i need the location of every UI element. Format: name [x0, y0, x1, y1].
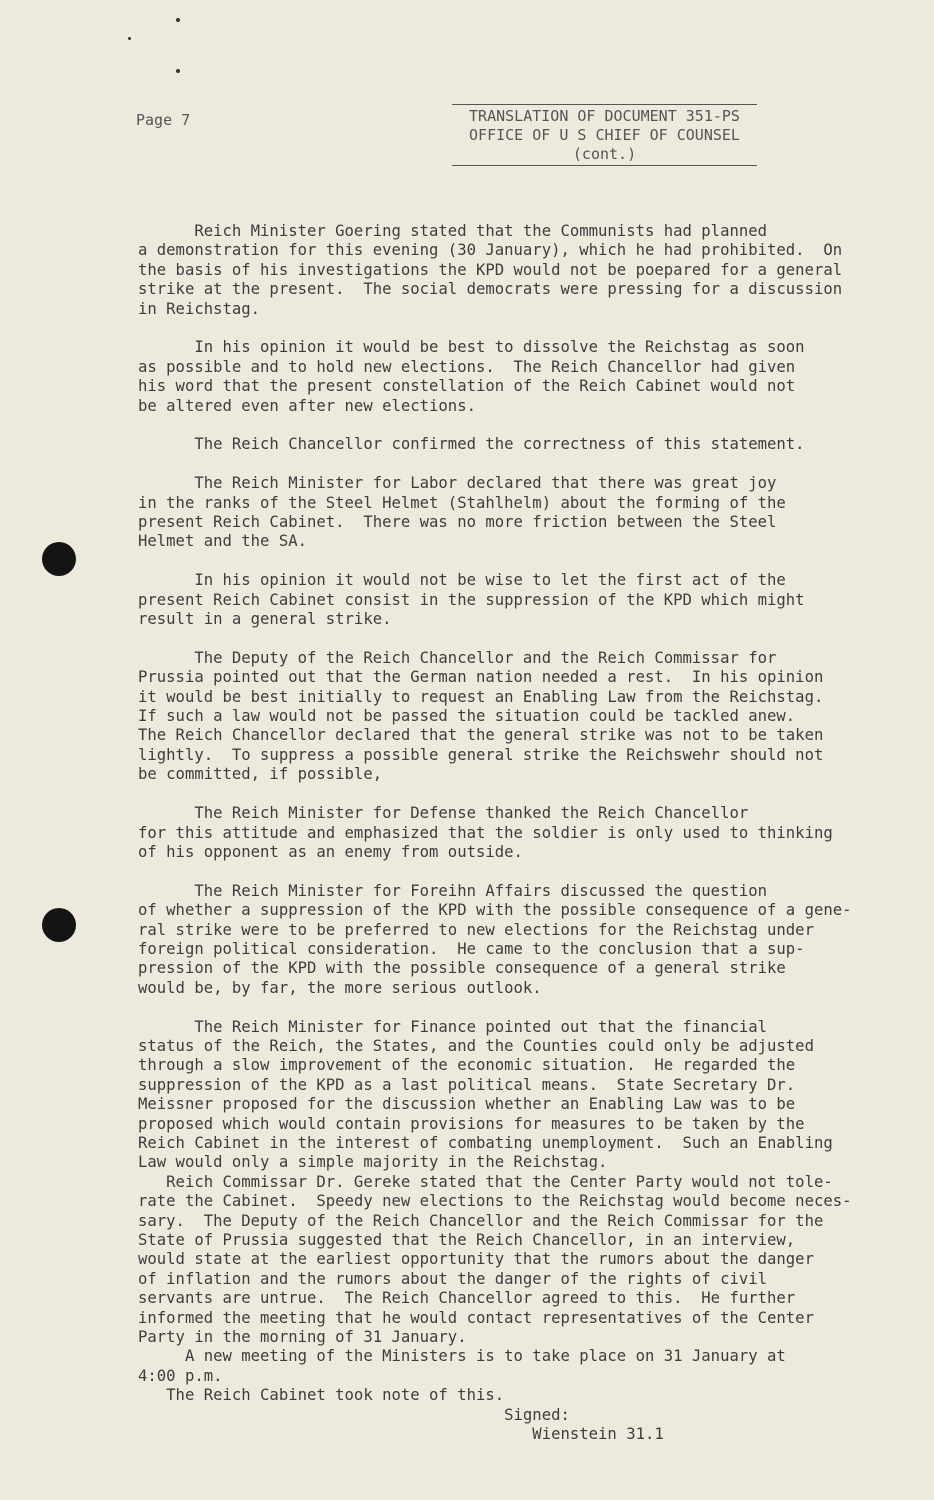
- paragraph-minister-labor: The Reich Minister for Labor declared that there was great joy in the ranks of the Steel Helmet (Stahlhelm) about the forming of the present Reich Cabinet. There was no more friction between the Steel Helmet and the SA.: [138, 474, 786, 551]
- paragraph-chancellor-confirmed: The Reich Chancellor confirmed the correctness of this statement.: [138, 435, 805, 454]
- paragraph-minister-defense: The Reich Minister for Defense thanked the Reich Chancellor for this attitude and emphasized that the soldier is only used to thinking of his opponent as an enemy from outside.: [138, 804, 833, 861]
- paragraph-dissolve-reichstag: In his opinion it would be best to dissolve the Reichstag as soon as possible and to hold new elections. The Reich Chancellor had given his word that the present constellation of the Reich Cabinet would not be altered even after new elections.: [138, 338, 805, 415]
- page-number: Page 7: [136, 111, 191, 129]
- header-cont-line: (cont.): [452, 145, 757, 166]
- punch-hole: [42, 908, 76, 942]
- paragraph-finance-and-closing: The Reich Minister for Finance pointed out that the financial status of the Reich, the States, and the Counties could only be adjusted through a slow improvement of the economic situation. He regarded the suppression of the KPD as a last political means. State Secretary Dr. Meissner proposed for the discussion whether an Enabling Law was to be proposed which would contain provisions for measures to be taken by the Reich Cabinet in the interest of combating unemployment. Such an Enabling Law would only a simple majority in the Reichstag. Reich Commissar Dr. Gereke stated that the Center Party would not tole- rate the Cabinet. Speedy new elections to the Reichstag would become neces- sary. The Deputy of the Reich Chancellor and the Reich Commissar for the State of Prussia suggested that the Reich Chancellor, in an interview, would state at the earliest opportunity that the rumors about the danger of inflation and the rumors about the danger of the rights of civil servants are untrue. The Reich Chancellor agreed to this. He further informed the meeting that he would contact representatives of the Center Party in the morning of 31 January. A new meeting of the Ministers is to take place on 31 January at 4:00 p.m. The Reich Cabinet took note of this. Signed: Wienstein 31.1: [138, 1017, 852, 1444]
- paragraph-goering: Reich Minister Goering stated that the Communists had planned a demonstration for this evening (30 January), which he had prohibited. On the basis of his investigations the KPD would not be poepared for a general strike at the present. The social democrats were pressing for a discussion in Reichstag.: [138, 222, 843, 318]
- punch-hole: [42, 542, 76, 576]
- paper-speck: [176, 18, 180, 22]
- paragraph-deputy-chancellor: The Deputy of the Reich Chancellor and the Reich Commissar for Prussia pointed out that the German nation needed a rest. In his opinion it would be best initially to request an Enabling Law from the Reichstag. If such a law would not be passed the situation could be tackled anew. The Reich Chancellor declared that the general strike was not to be taken lightly. To suppress a possible general strike the Reichswehr should not be committed, if possible,: [138, 648, 824, 784]
- header-translation-line: TRANSLATION OF DOCUMENT 351-PS: [452, 104, 757, 126]
- document-body: [138, 222, 868, 1444]
- paragraph-foreign-affairs: The Reich Minister for Foreihn Affairs discussed the question of whether a suppression of the KPD with the possible consequence of a gene- ral strike were to be preferred to new elections for the Reichstag under foreign political consideration. He came to the conclusion that a sup- pression of the KPD with the possible consequence of a general strike would be, by far, the more serious outlook.: [138, 881, 852, 997]
- paper-speck: [128, 37, 131, 40]
- paper-speck: [176, 69, 180, 73]
- document-header: [452, 104, 757, 166]
- paragraph-general-strike: In his opinion it would not be wise to let the first act of the present Reich Cabinet consist in the suppression of the KPD which might result in a general strike.: [138, 571, 805, 629]
- header-office-line: OFFICE OF U S CHIEF OF COUNSEL: [469, 126, 740, 144]
